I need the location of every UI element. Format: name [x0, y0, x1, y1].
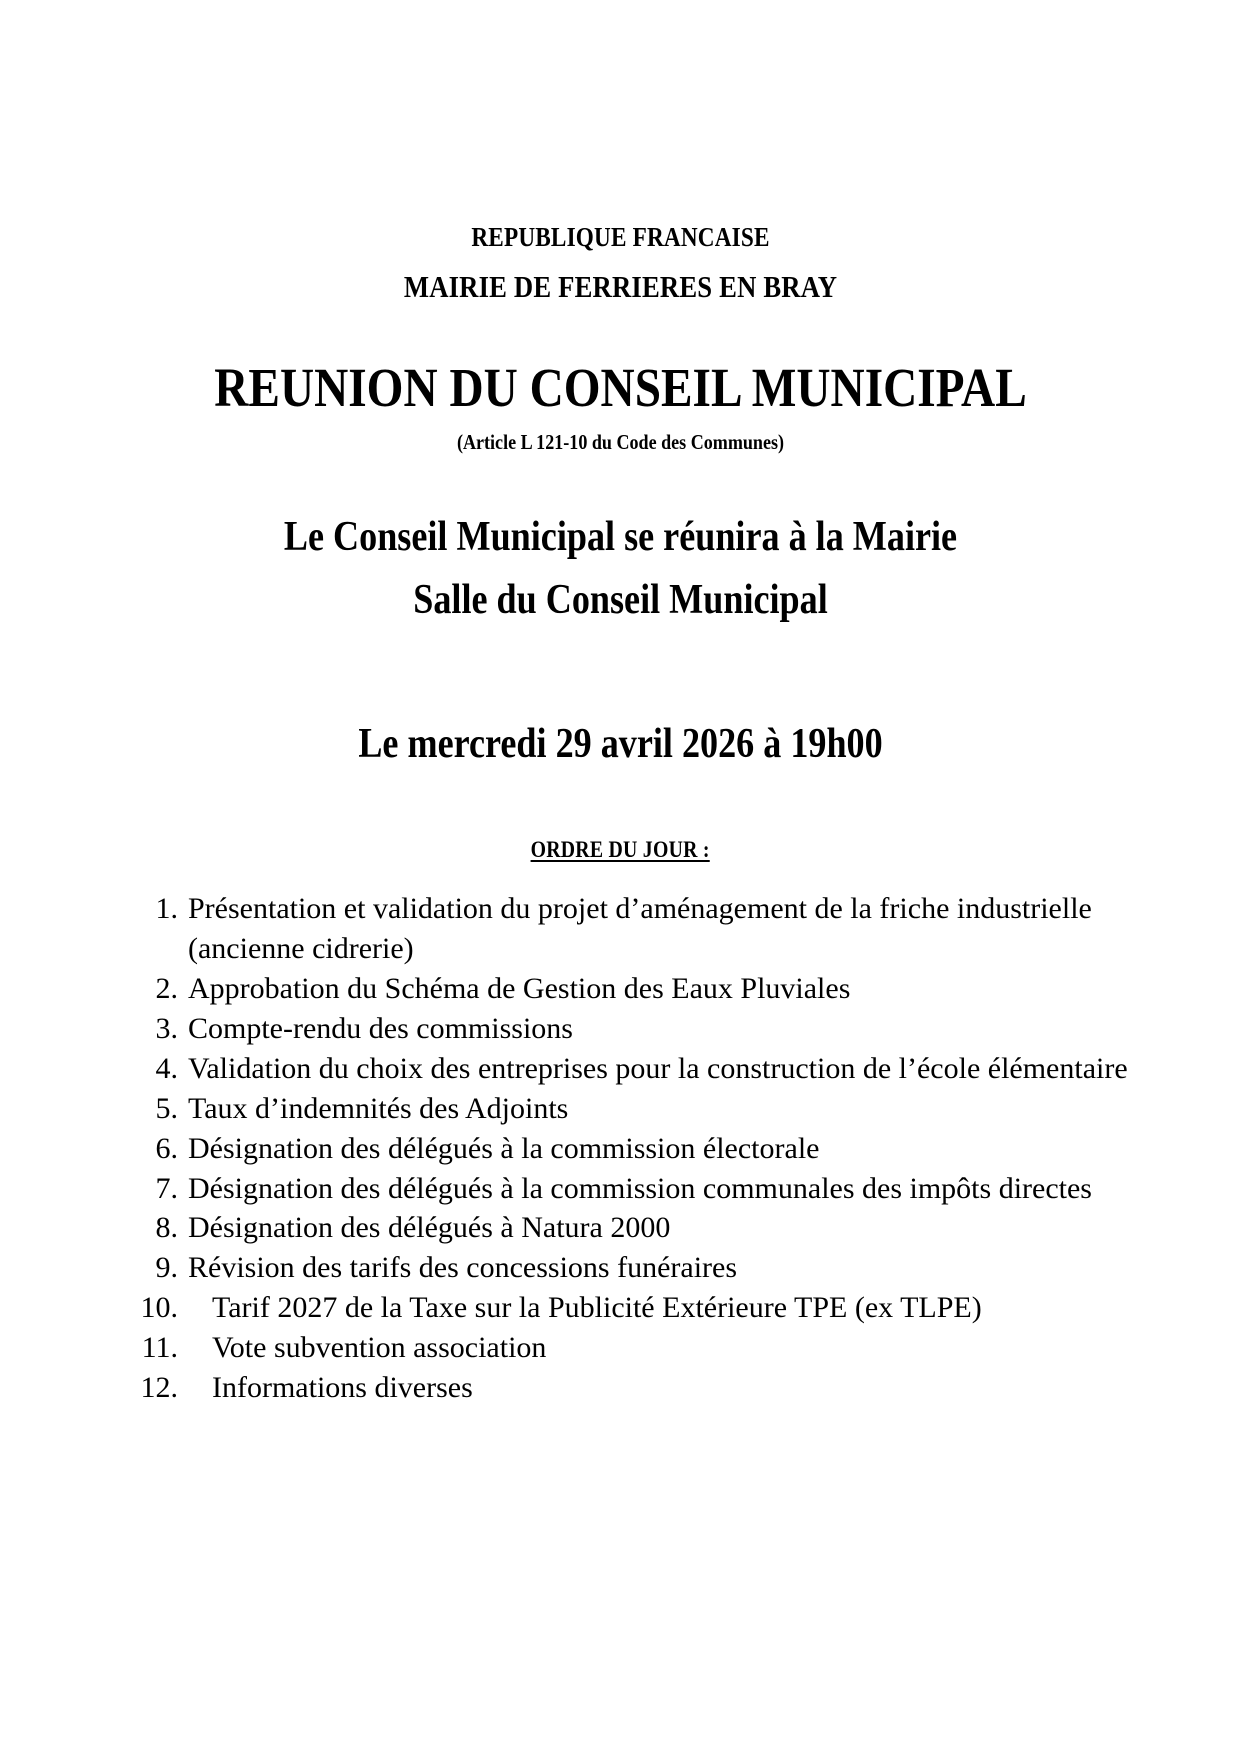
venue-line-2: Salle du Conseil Municipal — [413, 577, 828, 624]
meeting-date: Le mercredi 29 avril 2026 à 19h00 — [358, 720, 883, 767]
list-item-number: 7. — [155, 1171, 178, 1205]
mairie-heading: MAIRIE DE FERRIERES EN BRAY — [403, 269, 838, 305]
list-item-text: Désignation des délégués à Natura 2000 — [188, 1211, 671, 1245]
list-item-number: 4. — [155, 1051, 178, 1085]
list-item-text: Révision des tarifs des concessions funéraires — [188, 1251, 738, 1285]
list-item-text: Désignation des délégués à la commission électorale — [188, 1131, 820, 1165]
list-item-text: Tarif 2027 de la Taxe sur la Publicité Extérieure TPE (ex TLPE) — [212, 1291, 982, 1325]
republic-heading: REPUBLIQUE FRANCAISE — [471, 222, 770, 252]
list-item — [0, 889, 1241, 969]
list-item-number: 10. — [140, 1291, 178, 1325]
title-block — [0, 356, 1241, 456]
list-item-number: 1. — [155, 892, 178, 926]
list-item-text: Désignation des délégués à la commission communales des impôts directes — [188, 1171, 1092, 1205]
list-item-text: Présentation et validation du projet d’aménagement de la friche industrielle (ancienne cidrerie) — [188, 892, 1092, 966]
list-item-text: Vote subvention association — [212, 1331, 547, 1365]
page-title: REUNION DU CONSEIL MUNICIPAL — [214, 356, 1027, 418]
list-item — [0, 1248, 1241, 1288]
list-item-number: 9. — [155, 1251, 178, 1285]
list-item — [0, 1208, 1241, 1248]
list-item-text: Validation du choix des entreprises pour la construction de l’école élémentaire — [188, 1051, 1128, 1085]
list-item-text: Informations diverses — [212, 1370, 473, 1404]
list-item — [0, 1089, 1241, 1129]
agenda-list — [0, 889, 1241, 1408]
document-header — [0, 222, 1241, 305]
list-item — [0, 1169, 1241, 1209]
list-item — [0, 1328, 1241, 1368]
list-item-number: 11. — [141, 1331, 178, 1365]
list-item-number: 2. — [155, 972, 178, 1006]
list-item — [0, 969, 1241, 1009]
venue-line-1: Le Conseil Municipal se réunira à la Mairie — [283, 513, 958, 560]
list-item-number: 8. — [155, 1211, 178, 1245]
list-item — [0, 1049, 1241, 1089]
list-item-number: 3. — [155, 1011, 178, 1045]
list-item — [0, 1288, 1241, 1328]
list-item — [0, 1009, 1241, 1049]
list-item — [0, 1129, 1241, 1169]
list-item-number: 12. — [140, 1370, 178, 1404]
list-item-text: Compte-rendu des commissions — [188, 1011, 573, 1045]
agenda-heading: ORDRE DU JOUR : — [530, 837, 711, 863]
list-item-text: Approbation du Schéma de Gestion des Eaux Pluviales — [188, 972, 851, 1006]
agenda-heading-container — [0, 837, 1241, 863]
list-item-number: 6. — [155, 1131, 178, 1165]
list-item-number: 5. — [155, 1091, 178, 1125]
list-item-text: Taux d’indemnités des Adjoints — [188, 1091, 569, 1125]
article-reference: (Article L 121-10 du Code des Communes) — [456, 430, 785, 455]
list-item — [0, 1368, 1241, 1408]
venue-block — [0, 508, 1241, 631]
